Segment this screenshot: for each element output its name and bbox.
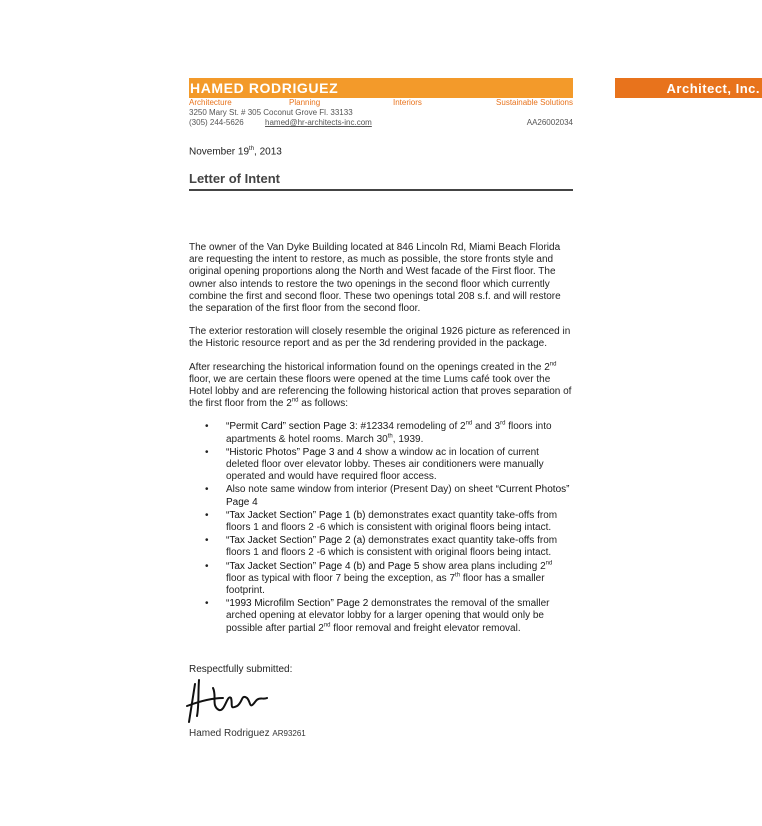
list-item <box>189 484 573 508</box>
signer-block <box>189 728 306 739</box>
letterhead-name: HAMED RODRIGUEZ <box>190 80 339 96</box>
service-sustainable: Sustainable Solutions <box>496 98 573 107</box>
item-text: floor removal and freight elevator removal. <box>330 622 521 634</box>
p3-part-a: After researching the historical information found on the openings created in the 2 <box>189 361 550 373</box>
item-text: show area plans including 2 <box>419 560 546 572</box>
item-reference: “1993 Microfilm Section” Page 2 <box>226 598 369 610</box>
p3-part-c: as follows: <box>298 398 348 410</box>
list-item <box>189 598 573 635</box>
list-item <box>189 447 573 484</box>
item-sup: th <box>455 572 461 579</box>
signer-license: AR93261 <box>272 729 306 738</box>
list-item <box>189 561 573 598</box>
list-item <box>189 421 573 445</box>
item-sup: nd <box>545 560 553 567</box>
service-interiors: Interiors <box>393 98 422 107</box>
item-reference: “Tax Jacket Section” Page 4 (b) and Page 5 <box>226 560 420 572</box>
bullet-icon: • <box>205 598 209 610</box>
item-text: : #12334 remodeling of 2 <box>354 421 466 433</box>
item-sup: nd <box>323 622 331 629</box>
title-divider <box>189 189 573 191</box>
list-item <box>189 510 573 534</box>
item-text: demonstrates exact quantity take-offs from floors 1 and floors 2 -6 which is consistent with original floors being intact. <box>226 509 558 534</box>
p3-part-b: floor, we are certain these floors were opened at the time Lums café took over the Hotel lobby and are referencing the following historical action that proves separation of the first floor from the 2 <box>189 373 572 410</box>
signature-image <box>183 676 273 726</box>
letterhead-bar <box>189 78 760 98</box>
letter-date <box>189 146 282 157</box>
closing-line: Respectfully submitted: <box>189 664 293 675</box>
bullet-icon: • <box>205 535 209 547</box>
list-item <box>189 535 573 559</box>
item-text: floor as typical with floor 7 being the exception, as 7 <box>226 572 456 584</box>
item-text: demonstrates exact quantity take-offs from floors 1 and floors 2 -6 which is consistent with original floors being intact. <box>226 535 558 559</box>
letterhead-phone: (305) 244-5626 <box>189 118 244 127</box>
service-planning: Planning <box>289 98 321 107</box>
item-reference: “Tax Jacket Section” Page 2 (a) <box>226 535 366 547</box>
item-reference: “Current Photos” Page 4 <box>226 484 570 508</box>
item-sup: nd <box>465 421 473 428</box>
date-year: , 2013 <box>254 146 282 158</box>
item-text: show a window ac in location of current deleted floor over elevator lobby. Theses air conditioners were manually operated and would have required floor access. <box>226 446 544 483</box>
bullet-icon: • <box>205 446 209 458</box>
item-sup: rd <box>500 421 506 428</box>
service-architecture: Architecture <box>189 98 232 107</box>
item-text: , 1939. <box>392 433 424 445</box>
item-reference: “Historic Photos” Page 3 and 4 <box>226 446 363 458</box>
letterhead-address: 3250 Mary St. # 305 Coconut Grove Fl. 33133 <box>189 108 353 117</box>
signer-name: Hamed Rodriguez <box>189 728 270 739</box>
letterhead-company-block <box>615 78 762 98</box>
letter-title: Letter of Intent <box>189 171 280 186</box>
p3-sup-a: nd <box>549 361 557 368</box>
bullet-icon: • <box>205 484 209 496</box>
date-month: November 19 <box>189 146 250 158</box>
item-text: and 3 <box>472 421 501 433</box>
item-sup: th <box>387 433 393 440</box>
p3-sup-b: nd <box>291 397 299 404</box>
letterhead-contact <box>189 118 573 127</box>
letterhead-license: AA26002034 <box>526 118 573 127</box>
item-text: demonstrates the removal of the smaller arched opening at elevator lobby for a larger opening that would only be possible after partial 2 <box>226 598 550 634</box>
item-reference: “Permit Card” section Page 3 <box>226 421 355 433</box>
bullet-icon: • <box>205 560 209 572</box>
paragraph-1: The owner of the Van Dyke Building located at 846 Lincoln Rd, Miami Beach Florida are requesting the intent to restore, as much as possible, the store fronts style and original opening proportions along the North and West facade of the First floor. The owner also intends to restore the two openings in the second floor which currently combine the first and second floor. These two openings total 208 s.f. and will restore the separation of the first floor from the second floor. <box>189 242 561 315</box>
evidence-list <box>189 421 573 634</box>
bullet-icon: • <box>205 509 209 521</box>
paragraph-2: The exterior restoration will closely resemble the original 1926 picture as referenced in the Historic resource report and as per the 3d rendering provided in the package. <box>189 326 571 350</box>
bullet-icon: • <box>205 421 209 433</box>
paragraph-3 <box>189 362 573 411</box>
letterhead-email-link[interactable]: hamed@hr-architects-inc.com <box>265 118 372 127</box>
letter-body <box>189 242 573 645</box>
item-text: floors into apartments & hotel rooms. March 30 <box>226 421 552 445</box>
item-reference: “Tax Jacket Section” Page 1 (b) <box>226 509 366 521</box>
date-suffix: th <box>249 146 255 152</box>
letterhead-company: Architect, Inc. <box>666 80 760 96</box>
item-text: Also note same window from interior (Present Day) on sheet <box>226 484 496 496</box>
item-text: floor has a smaller footprint. <box>226 572 545 597</box>
